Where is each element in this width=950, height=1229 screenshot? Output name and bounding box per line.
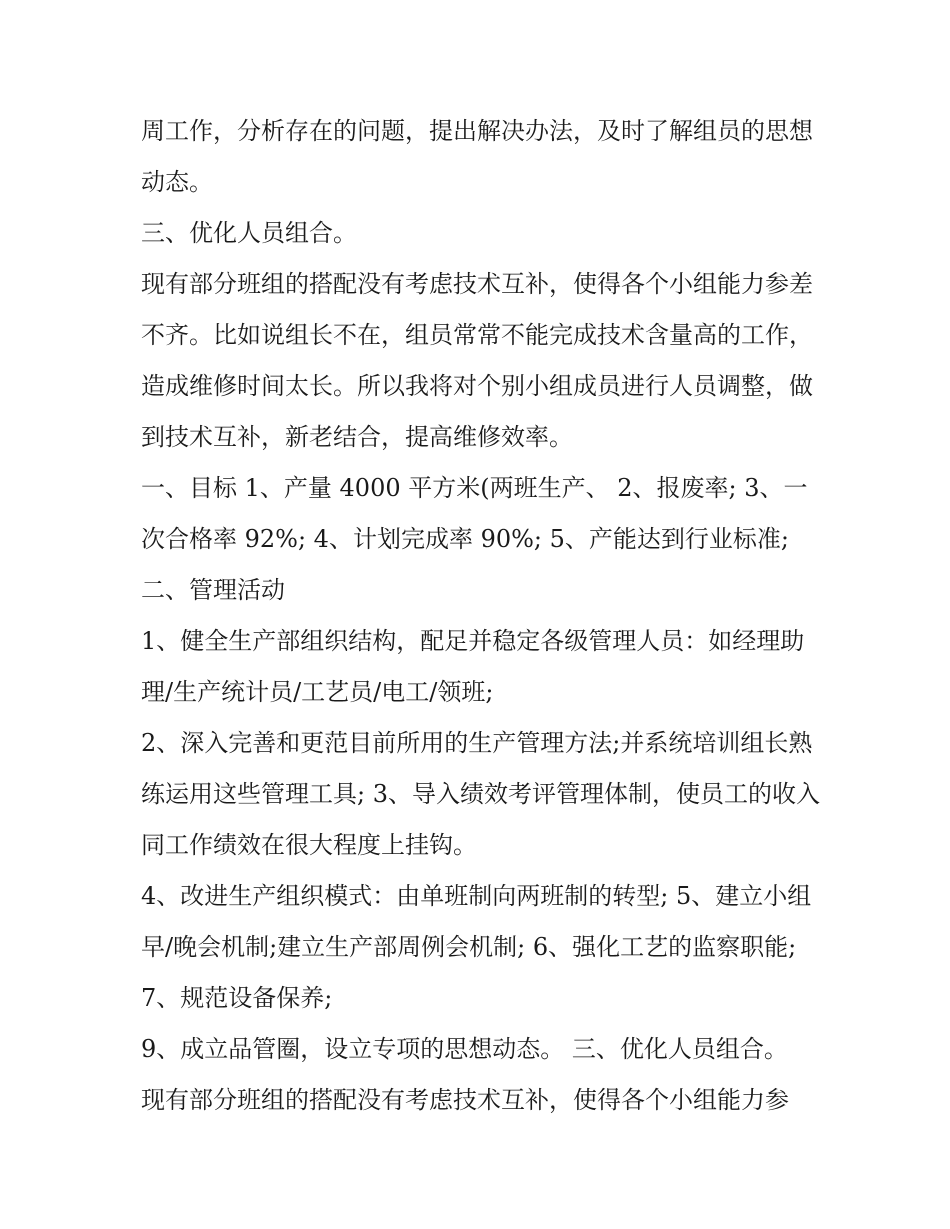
paragraph-4: 一、目标 1、产量 4000 平方米(两班生产、 2、报废率; 3、一次合格率 92%; 4、计划完成率 90%; 5、产能达到行业标准;	[141, 474, 808, 553]
paragraph-1: 周工作，分析存在的问题，提出解决办法，及时了解组员的思想动态。	[141, 117, 813, 196]
document-body	[141, 106, 821, 1126]
paragraph-8: 4、改进生产组织模式：由单班制向两班制的转型; 5、建立小组早/晚会机制;建立生产部周例会机制; 6、强化工艺的监察职能; 7、规范设备保养;	[141, 882, 812, 1012]
paragraph-3: 现有部分班组的搭配没有考虑技术互补，使得各个小组能力参差不齐。比如说组长不在，组员常常不能完成技术含量高的工作，造成维修时间太长。所以我将对个别小组成员进行人员调整，做到技术互补，新老结合，提高维修效率。	[141, 270, 813, 451]
paragraph-5: 二、管理活动	[141, 576, 285, 604]
paragraph-9: 9、成立品管圈，设立专项的思想动态。 三、优化人员组合。	[141, 1035, 788, 1063]
paragraph-7: 2、深入完善和更范目前所用的生产管理方法;并系统培训组长熟练运用这些管理工具; 3、导入绩效考评管理体制，使员工的收入同工作绩效在很大程度上挂钩。	[141, 729, 820, 859]
paragraph-2: 三、优化人员组合。	[141, 219, 357, 247]
paragraph-6: 1、健全生产部组织结构，配足并稳定各级管理人员：如经理助理/生产统计员/工艺员/电工/领班;	[141, 627, 805, 706]
paragraph-10: 现有部分班组的搭配没有考虑技术互补，使得各个小组能力参	[141, 1086, 789, 1114]
